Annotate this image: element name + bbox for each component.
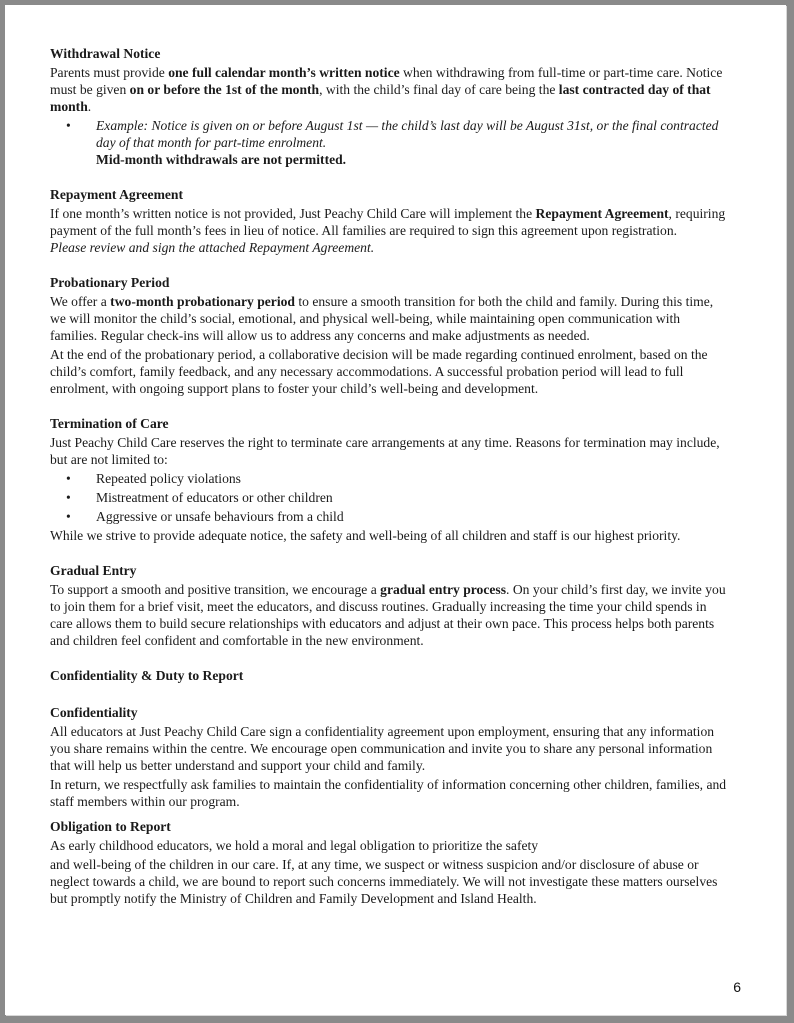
section-obligation-to-report bbox=[50, 818, 730, 907]
text: . bbox=[87, 99, 92, 114]
section-heading: Confidentiality bbox=[50, 705, 138, 720]
section-repayment-agreement bbox=[50, 186, 730, 256]
document-page bbox=[5, 5, 786, 1015]
bold-text: gradual entry process bbox=[380, 582, 507, 597]
list-item bbox=[50, 117, 730, 168]
text: . On your child’s first day, we invite you to join them for a brief visit, meet the educators, and discuss routines. Gradually increasing the time your child spends in care allows them to build secure relationships with educators and adjust at their own pace. This process helps both parents and children feel confident and comfortable in the new environment. bbox=[50, 582, 726, 648]
bold-text: two-month probationary period bbox=[110, 294, 295, 309]
text: to ensure a smooth transition for both the child and family. During this time, we will monitor the child’s social, emotional, and physical well-being, while maintaining open communication with families. Regular check-ins will allow us to address any concerns and make adjustments as needed. bbox=[50, 294, 714, 343]
paragraph: In return, we respectfully ask families to maintain the confidentiality of information concerning other children, families, and staff members within our program. bbox=[50, 777, 727, 809]
text: , requiring payment of the full month’s fees in lieu of notice. All families are required to sign this agreement upon registration. bbox=[50, 206, 726, 238]
text: To support a smooth and positive transition, we encourage a bbox=[50, 582, 381, 597]
text: Parents must provide bbox=[50, 65, 169, 80]
section-withdrawal-notice bbox=[50, 45, 730, 168]
section-heading: Probationary Period bbox=[50, 275, 170, 290]
bold-text: one full calendar month’s written notice bbox=[168, 65, 400, 80]
text: , with the child’s final day of care being the bbox=[319, 82, 559, 97]
section-heading: Gradual Entry bbox=[50, 563, 137, 578]
paragraph: At the end of the probationary period, a collaborative decision will be made regarding continued enrolment, based on the child’s comfort, family feedback, and any necessary accommodations. A successful probation period will lead to full enrolment, with ongoing support plans to foster your child’s well-being and development. bbox=[50, 347, 708, 396]
paragraph bbox=[50, 64, 730, 115]
page-number: 6 bbox=[733, 979, 741, 995]
bold-text: last contracted day of that month bbox=[50, 82, 711, 114]
text: when withdrawing from full-time or part-time care. Notice must be given bbox=[50, 65, 723, 97]
bold-notice: Mid-month withdrawals are not permitted. bbox=[96, 152, 347, 167]
bold-text: Repayment Agreement bbox=[535, 206, 669, 221]
paragraph: As early childhood educators, we hold a moral and legal obligation to prioritize the safety bbox=[50, 838, 539, 853]
list-item: • Aggressive or unsafe behaviours from a child bbox=[50, 508, 730, 525]
section-termination-of-care bbox=[50, 415, 730, 544]
text: If one month’s written notice is not provided, Just Peachy Child Care will implement the bbox=[50, 206, 536, 221]
page-content bbox=[50, 45, 730, 925]
paragraph bbox=[50, 205, 730, 239]
italic-note: Please review and sign the attached Repayment Agreement. bbox=[50, 240, 375, 255]
bold-text: on or before the 1st of the month bbox=[129, 82, 320, 97]
example-text: Example: Notice is given on or before August 1st — the child’s last day will be August 31st, or the final contracted day of that month for part-time enrolment. bbox=[96, 118, 719, 150]
section-gradual-entry bbox=[50, 562, 730, 649]
paragraph bbox=[50, 581, 730, 649]
section-heading: Withdrawal Notice bbox=[50, 46, 161, 61]
section-confidentiality bbox=[50, 704, 730, 810]
section-heading: Termination of Care bbox=[50, 416, 169, 431]
list-item: • Repeated policy violations bbox=[50, 470, 730, 487]
section-probationary-period bbox=[50, 274, 730, 397]
paragraph: Just Peachy Child Care reserves the right to terminate care arrangements at any time. Reasons for termination may include, but are not limited to: bbox=[50, 435, 720, 467]
paragraph bbox=[50, 293, 730, 344]
paragraph: and well-being of the children in our care. If, at any time, we suspect or witness suspicion and/or disclosure of abuse or neglect towards a child, we are bound to report such concerns immediately. We will not investigate these matters ourselves but promptly notify the Ministry of Children and Family Development and Island Health. bbox=[50, 857, 718, 906]
bullet-list bbox=[50, 470, 730, 525]
list-item: • Mistreatment of educators or other children bbox=[50, 489, 730, 506]
paragraph: While we strive to provide adequate notice, the safety and well-being of all children and staff is our highest priority. bbox=[50, 528, 681, 543]
section-heading: Repayment Agreement bbox=[50, 187, 184, 202]
paragraph: All educators at Just Peachy Child Care sign a confidentiality agreement upon employment, ensuring that any information you share remains within the centre. We encourage open communication and invite you to share any personal information that will help us better understand and support your child and family. bbox=[50, 724, 715, 773]
bullet-list bbox=[50, 117, 730, 168]
text: We offer a bbox=[50, 294, 111, 309]
section-heading-confidentiality-duty: Confidentiality & Duty to Report bbox=[50, 668, 244, 683]
section-heading: Obligation to Report bbox=[50, 819, 171, 834]
